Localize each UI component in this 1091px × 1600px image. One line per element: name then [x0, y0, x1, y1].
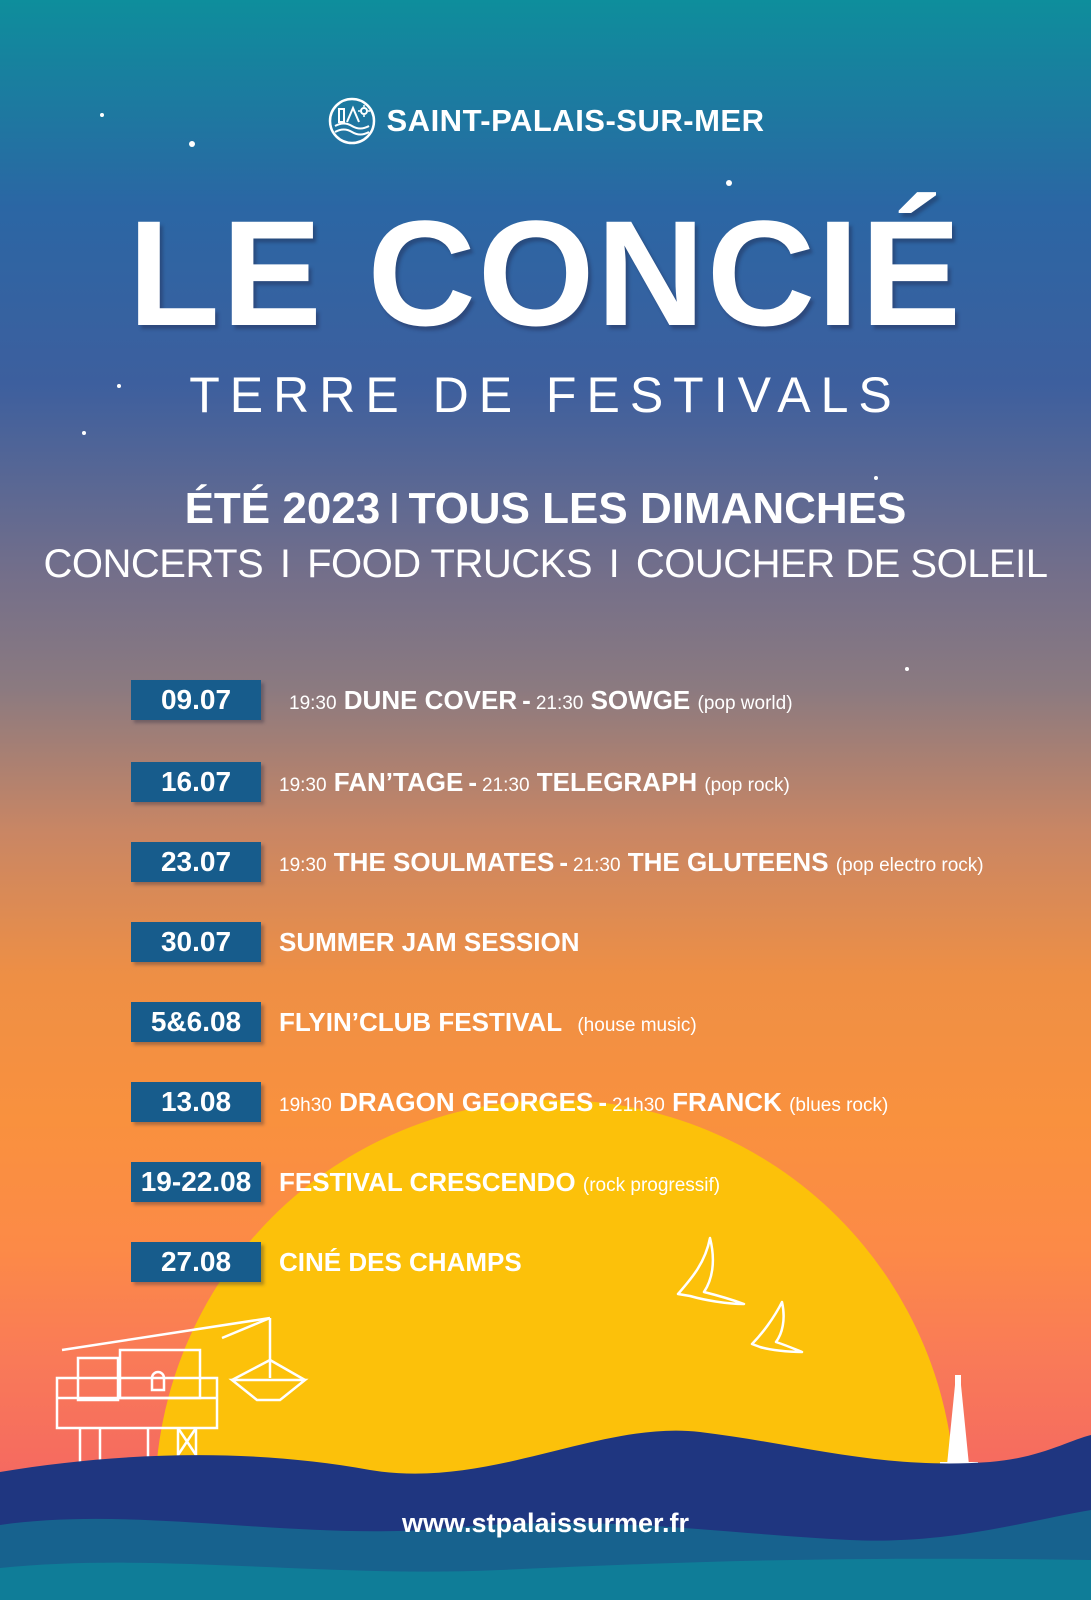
event-details — [279, 1247, 522, 1278]
event-time: 19:30 — [279, 774, 327, 796]
event-date: 13.08 — [131, 1082, 261, 1122]
separator: I — [388, 484, 401, 533]
event-details — [279, 1087, 888, 1118]
website-link[interactable]: www.stpalaissurmer.fr — [401, 1508, 690, 1538]
event-row — [131, 1082, 888, 1122]
separator: - — [598, 1086, 607, 1117]
event-act: SUMMER JAM SESSION — [279, 926, 580, 957]
event-details — [279, 1167, 720, 1198]
event-row — [131, 1162, 720, 1202]
event-row — [131, 680, 793, 720]
event-row — [131, 922, 580, 962]
event-act: TELEGRAPH — [536, 766, 698, 797]
feature-sunset: COUCHER DE SOLEIL — [635, 542, 1048, 586]
event-time: 21:30 — [535, 692, 584, 714]
event-row — [131, 842, 984, 882]
event-time: 19:30 — [289, 692, 337, 714]
event-act: SOWGE — [590, 684, 691, 715]
event-date: 23.07 — [131, 842, 261, 882]
separator: - — [559, 846, 568, 877]
separator: - — [468, 766, 477, 797]
event-act: DUNE COVER — [343, 684, 518, 715]
event-details — [279, 1007, 697, 1038]
event-act: CINÉ DES CHAMPS — [279, 1246, 522, 1277]
event-genre: (house music) — [577, 1014, 697, 1036]
frequency-label: TOUS LES DIMANCHES — [408, 484, 907, 533]
event-act: FESTIVAL CRESCENDO — [279, 1166, 576, 1197]
event-act: FAN’TAGE — [333, 766, 464, 797]
event-date: 5&6.08 — [131, 1002, 261, 1042]
event-row — [131, 1242, 522, 1282]
event-details — [279, 847, 984, 878]
event-date: 09.07 — [131, 680, 261, 720]
event-genre: (rock progressif) — [582, 1174, 721, 1196]
town-name: SAINT-PALAIS-SUR-MER — [386, 103, 765, 138]
event-genre: (pop rock) — [704, 774, 790, 796]
event-row — [131, 762, 790, 802]
event-genre: (pop electro rock) — [835, 854, 984, 876]
event-act: FLYIN’CLUB FESTIVAL — [279, 1006, 563, 1037]
event-time: 21:30 — [481, 774, 530, 796]
event-time: 19:30 — [279, 854, 327, 876]
separator: I — [279, 542, 291, 586]
separator: - — [522, 684, 531, 715]
page-subtitle: TERRE DE FESTIVALS — [189, 367, 902, 423]
event-time: 21:30 — [572, 854, 621, 876]
season-label: ÉTÉ 2023 — [184, 484, 381, 533]
event-details — [289, 685, 793, 716]
feature-food-trucks: FOOD TRUCKS — [307, 542, 592, 586]
event-genre: (blues rock) — [789, 1094, 889, 1116]
event-genre: (pop world) — [697, 692, 793, 714]
separator: I — [608, 542, 620, 586]
event-date: 19-22.08 — [131, 1162, 261, 1202]
event-act: THE GLUTEENS — [627, 846, 829, 877]
event-time: 19h30 — [279, 1094, 332, 1116]
page-title: LE CONCIÉ — [128, 189, 963, 357]
event-details — [279, 927, 580, 958]
feature-concerts: CONCERTS — [43, 542, 264, 586]
event-row — [131, 1002, 697, 1042]
event-date: 30.07 — [131, 922, 261, 962]
event-act: DRAGON GEORGES — [339, 1086, 594, 1117]
event-date: 16.07 — [131, 762, 261, 802]
event-details — [279, 767, 790, 798]
event-act: THE SOULMATES — [333, 846, 555, 877]
event-act: FRANCK — [672, 1086, 782, 1117]
event-date: 27.08 — [131, 1242, 261, 1282]
event-time: 21h30 — [612, 1094, 665, 1116]
